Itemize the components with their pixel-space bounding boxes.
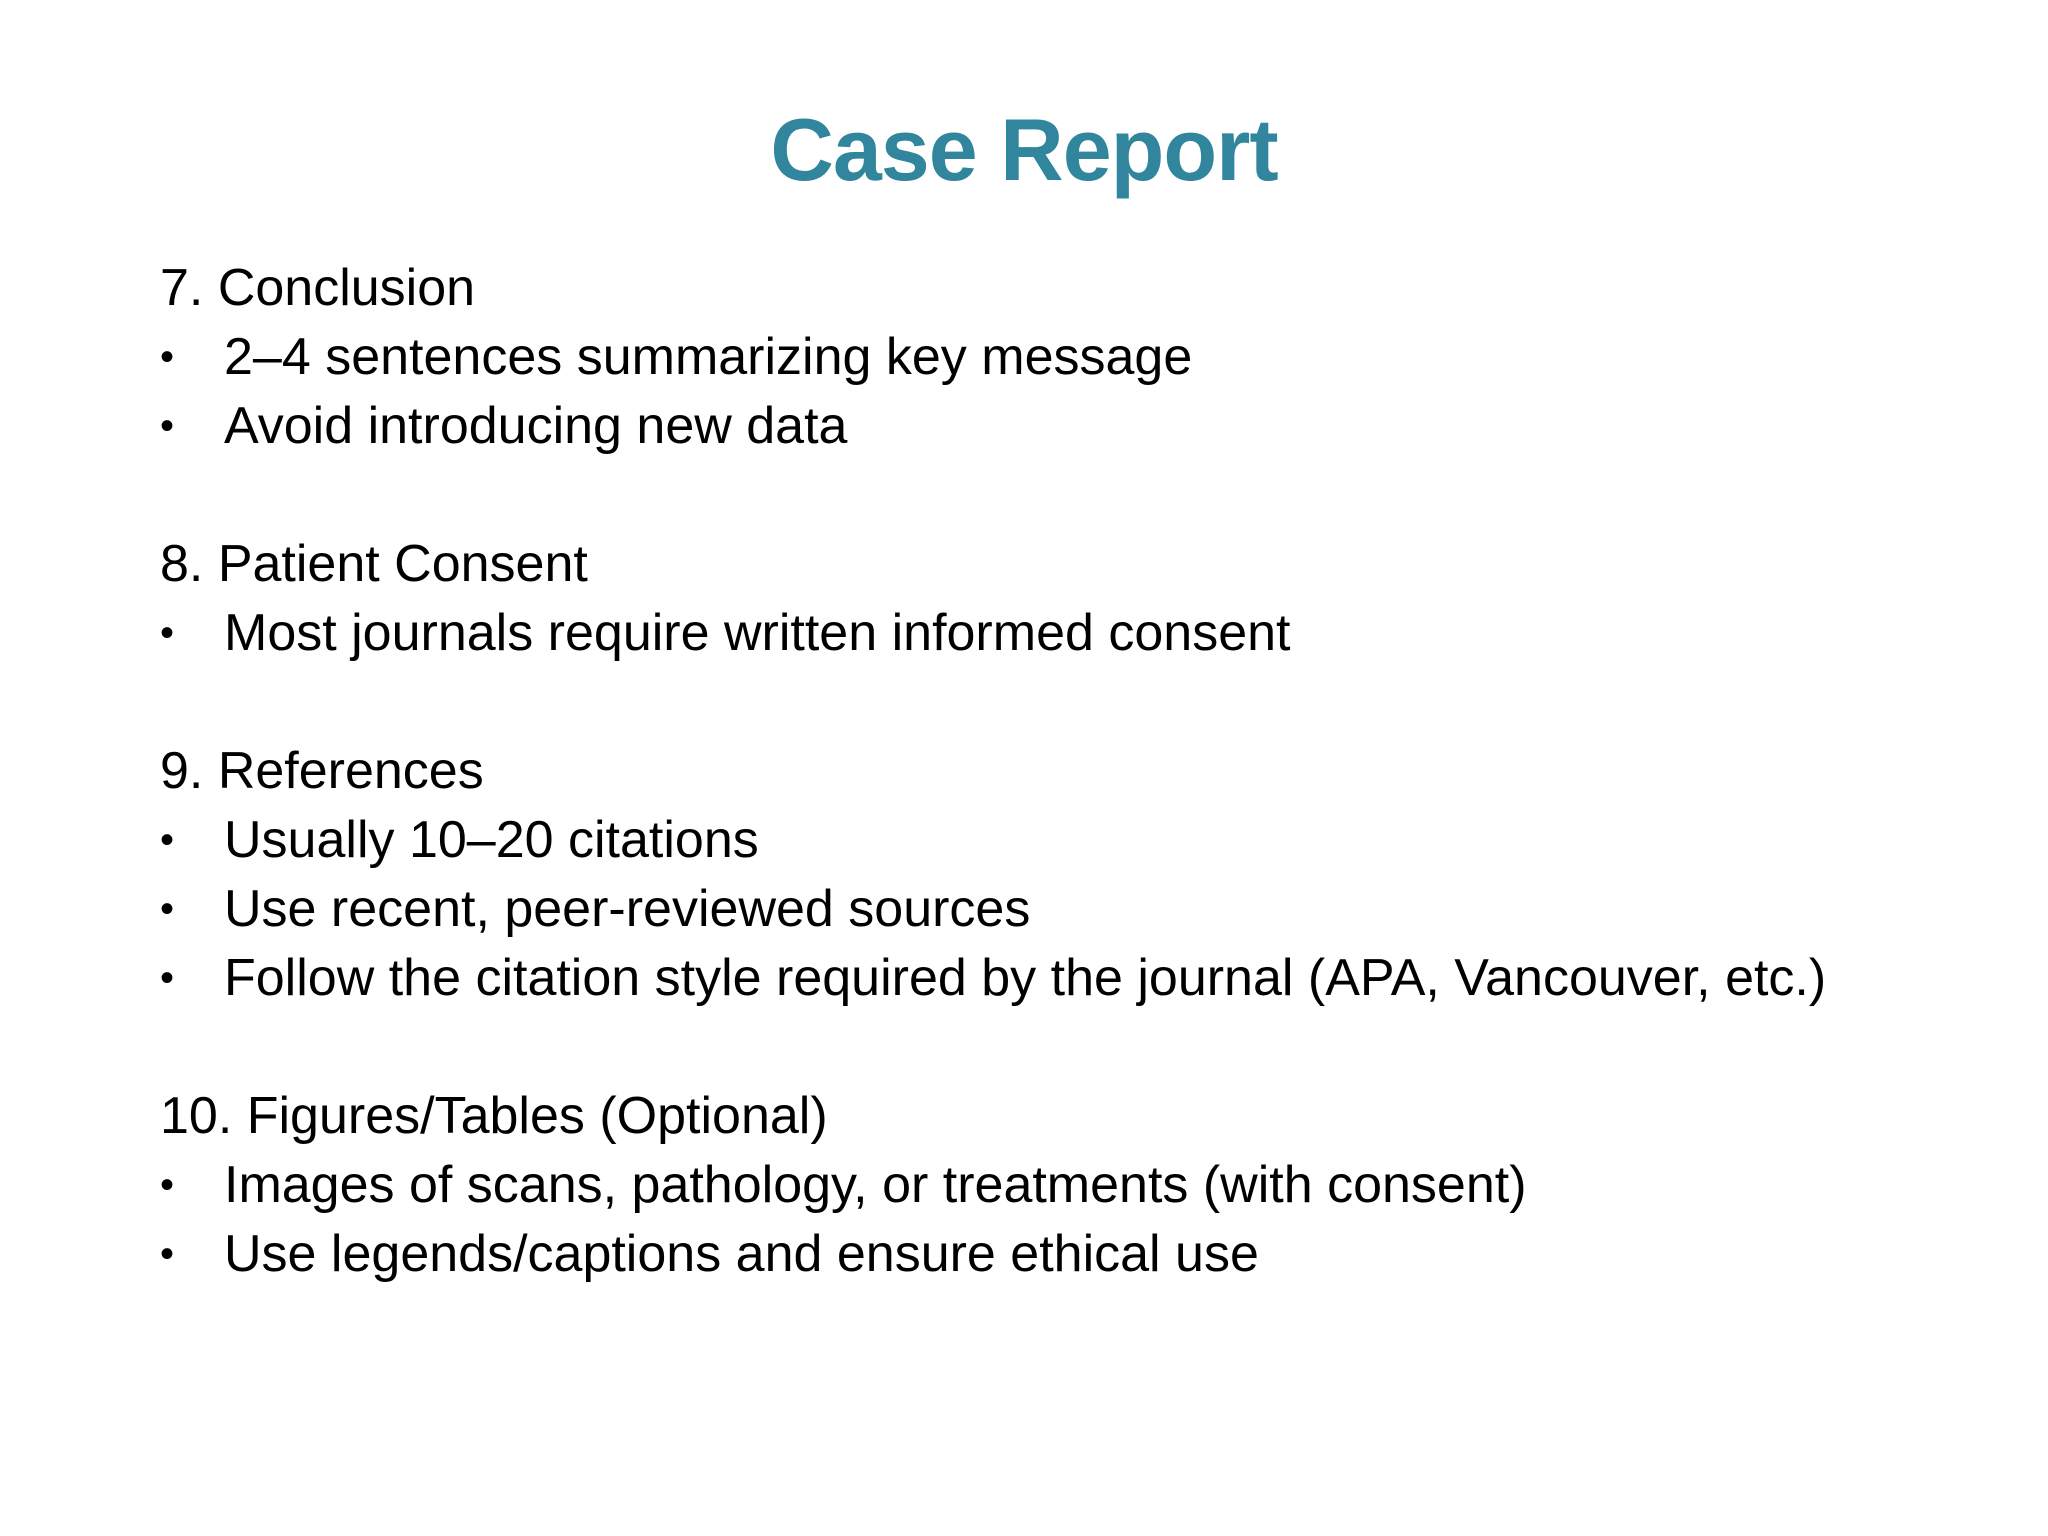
section-patient-consent (160, 530, 1940, 668)
bullet-item (160, 599, 1940, 668)
section-figures-tables (160, 1082, 1940, 1289)
bullet-text: 2–4 sentences summarizing key message (224, 328, 1193, 386)
section-conclusion (160, 254, 1940, 461)
bullet-icon: • (160, 1232, 175, 1276)
bullet-icon: • (160, 956, 175, 1000)
bullet-icon: • (160, 335, 175, 379)
bullet-item (160, 1151, 1940, 1220)
bullet-icon: • (160, 611, 175, 655)
bullet-list (160, 599, 1940, 668)
bullet-text: Most journals require written informed consent (224, 604, 1291, 662)
bullet-icon: • (160, 404, 175, 448)
slide-body (160, 254, 1940, 1289)
bullet-text: Usually 10–20 citations (224, 811, 759, 869)
bullet-icon: • (160, 818, 175, 862)
bullet-text: Use recent, peer-reviewed sources (224, 880, 1031, 938)
bullet-list (160, 1151, 1940, 1289)
bullet-text: Images of scans, pathology, or treatments (with consent) (224, 1156, 1527, 1214)
bullet-list (160, 323, 1940, 461)
bullet-item (160, 1220, 1940, 1289)
bullet-text: Use legends/captions and ensure ethical use (224, 1225, 1259, 1283)
section-heading: 8. Patient Consent (160, 535, 588, 593)
bullet-item (160, 323, 1940, 392)
bullet-icon: • (160, 887, 175, 931)
slide-title: Case Report (770, 100, 1278, 199)
bullet-item (160, 392, 1940, 461)
bullet-item (160, 806, 1940, 875)
bullet-text: Avoid introducing new data (224, 397, 848, 455)
section-heading: 9. References (160, 742, 484, 800)
bullet-item (160, 944, 1940, 1013)
section-heading: 10. Figures/Tables (Optional) (160, 1087, 828, 1145)
bullet-text: Follow the citation style required by the journal (APA, Vancouver, etc.) (224, 949, 1827, 1007)
section-references (160, 737, 1940, 1013)
section-heading: 7. Conclusion (160, 259, 476, 317)
bullet-icon: • (160, 1163, 175, 1207)
bullet-list (160, 806, 1940, 1013)
bullet-item (160, 875, 1940, 944)
